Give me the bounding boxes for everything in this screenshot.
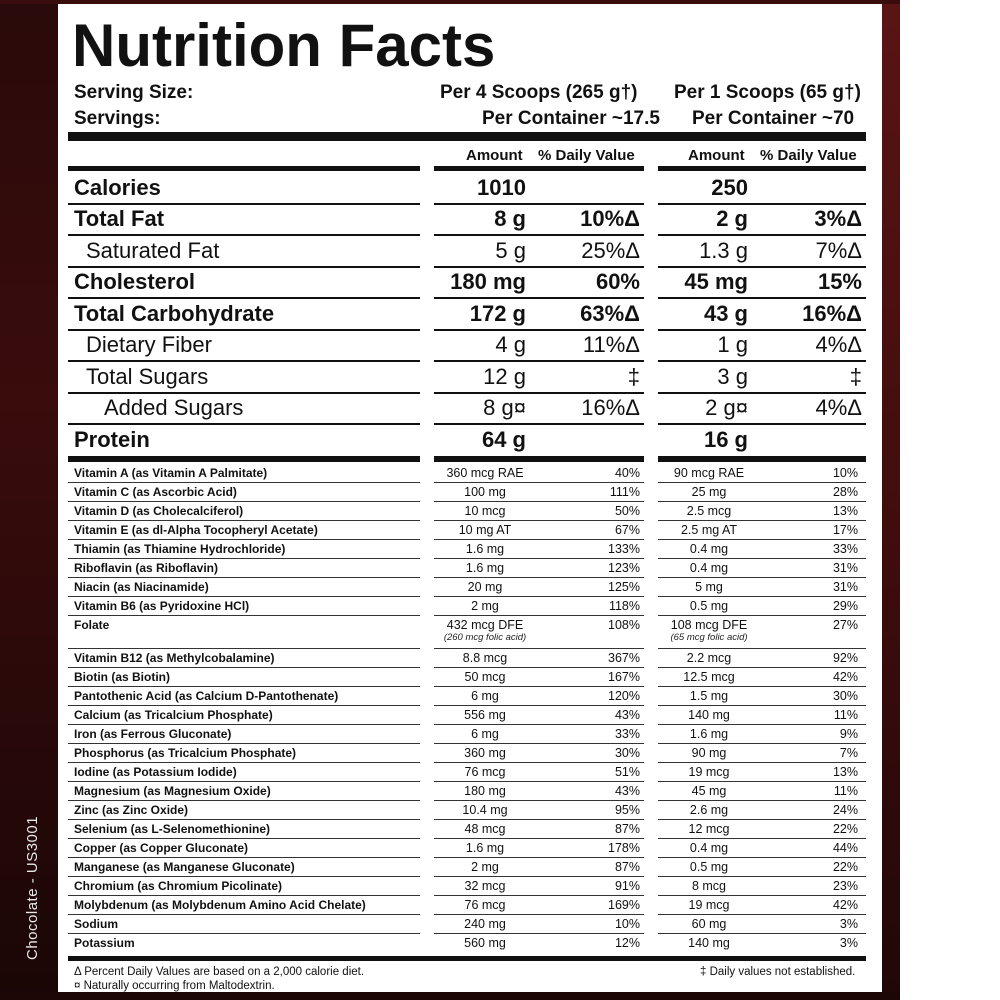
- micronutrient-row: [0, 649, 1000, 668]
- col1-daily-value: 123%: [608, 561, 640, 575]
- nutrient-row: [0, 173, 1000, 204]
- micronutrient-row: [0, 915, 1000, 934]
- micronutrient-row: [0, 502, 1000, 521]
- micronutrient-name: Zinc (as Zinc Oxide): [74, 803, 189, 817]
- col2-daily-value: 16%Δ: [802, 301, 862, 326]
- col1-amount: 64 g: [481, 427, 526, 452]
- col2-daily-value: 27%: [832, 618, 858, 632]
- col1-amount: 1010: [477, 175, 526, 200]
- micronutrient-name: Magnesium (as Magnesium Oxide): [74, 784, 271, 798]
- col2-daily-value: 9%: [839, 727, 858, 741]
- col2-amount: 90 mg: [691, 746, 727, 760]
- col1-daily-value: 63%Δ: [580, 301, 640, 326]
- col2-daily-value: 30%: [832, 689, 858, 703]
- col1-amount: 10 mcg: [464, 504, 506, 518]
- col1-amount: 100 mg: [464, 485, 506, 499]
- micronutrient-name: Copper (as Copper Gluconate): [74, 841, 249, 855]
- nutrient-row: [0, 236, 1000, 267]
- col1-amount: 1.6 mg: [465, 542, 505, 556]
- col2-amount: 5 mg: [695, 580, 723, 594]
- micronutrient-row: [0, 782, 1000, 801]
- col1-daily-value: 111%: [609, 485, 640, 499]
- col2-serving-size: Per 1 Scoops (65 g†): [674, 82, 861, 103]
- col1-daily-value: 43%: [614, 784, 640, 798]
- col1-daily-value: 133%: [608, 542, 640, 556]
- col2-amount: 140 mg: [688, 708, 730, 722]
- col1-amount: 12 g: [483, 364, 526, 389]
- col2-amount: 16 g: [703, 427, 748, 452]
- col2-daily-value: ‡: [849, 364, 862, 389]
- micronutrient-name: Riboflavin (as Riboflavin): [74, 561, 219, 575]
- micronutrient-name: Phosphorus (as Tricalcium Phosphate): [74, 746, 297, 760]
- col1-amount: 432 mcg DFE: [446, 618, 524, 632]
- col1-amount: 172 g: [469, 301, 526, 326]
- col1-amount: 560 mg: [464, 936, 506, 950]
- micronutrient-name: Pantothenic Acid (as Calcium D-Pantothenate): [74, 689, 339, 703]
- col2-amount: 60 mg: [691, 917, 727, 931]
- col1-daily-value: 108%: [608, 618, 640, 632]
- panel-title: Nutrition Facts: [72, 12, 496, 79]
- col2-dv-header: % Daily Value: [760, 147, 857, 164]
- col2-daily-value: 29%: [832, 599, 858, 613]
- serving-size-label: Serving Size:: [74, 82, 194, 103]
- col2-amount: 2.5 mg AT: [680, 523, 738, 537]
- col1-daily-value: 43%: [614, 708, 640, 722]
- micronutrient-name: Chromium (as Chromium Picolinate): [74, 879, 283, 893]
- flavor-code-label: Chocolate - US3001: [24, 815, 41, 960]
- col2-daily-value: 44%: [832, 841, 858, 855]
- col2-amount: 19 mcg: [688, 898, 730, 912]
- micronutrient-row: [0, 540, 1000, 559]
- col2-amount: 12 mcg: [688, 822, 730, 836]
- micronutrient-name: Vitamin A (as Vitamin A Palmitate): [74, 466, 268, 480]
- micronutrient-name: Potassium: [74, 936, 135, 950]
- nutrient-name: Total Fat: [74, 206, 165, 231]
- micronutrient-name: Thiamin (as Thiamine Hydrochloride): [74, 542, 286, 556]
- nutrient-row: [0, 299, 1000, 330]
- col1-daily-value: 118%: [608, 599, 640, 613]
- nutrient-name: Cholesterol: [74, 269, 196, 294]
- col1-daily-value: 60%: [595, 269, 640, 294]
- col1-amount: 240 mg: [464, 917, 506, 931]
- col1-daily-value: 51%: [614, 765, 640, 779]
- col1-amount: 20 mg: [467, 580, 503, 594]
- col1-daily-value: 67%: [614, 523, 640, 537]
- col2-amount: 1.3 g: [699, 238, 748, 263]
- col2-amount-header: Amount: [688, 147, 745, 164]
- col1-daily-value: 167%: [608, 670, 640, 684]
- col1-amount: 50 mcg: [464, 670, 506, 684]
- col1-daily-value: 10%: [614, 917, 640, 931]
- micronutrient-row: [0, 521, 1000, 540]
- micronutrient-row: [0, 725, 1000, 744]
- col1-daily-value: 16%Δ: [581, 395, 640, 420]
- micronutrient-row: [0, 744, 1000, 763]
- col2-amount: 2.5 mcg: [686, 504, 732, 518]
- col1-amount: 6 mg: [471, 727, 499, 741]
- micronutrient-row: [0, 483, 1000, 502]
- micronutrient-row: [0, 820, 1000, 839]
- nutrient-name: Total Sugars: [86, 364, 209, 389]
- nutrient-name: Dietary Fiber: [86, 332, 212, 357]
- col2-daily-value: 4%Δ: [815, 395, 862, 420]
- col1-amount: 8.8 mcg: [462, 651, 508, 665]
- col2-amount: 2.2 mcg: [686, 651, 732, 665]
- col2-amount: 0.4 mg: [689, 841, 729, 855]
- micronutrient-name: Sodium: [74, 917, 118, 931]
- micronutrient-name: Vitamin B6 (as Pyridoxine HCl): [74, 599, 250, 613]
- micronutrient-row: [0, 578, 1000, 597]
- nutrient-row: [0, 204, 1000, 235]
- col1-dv-header: % Daily Value: [538, 147, 635, 164]
- col2-daily-value: 28%: [832, 485, 858, 499]
- col2-amount: 2 g: [716, 206, 748, 231]
- col2-daily-value: 7%Δ: [815, 238, 862, 263]
- col1-daily-value: 30%: [614, 746, 640, 760]
- col2-amount: 0.5 mg: [689, 599, 729, 613]
- col1-daily-value: ‡: [627, 364, 640, 389]
- col1-daily-value: 11%Δ: [582, 332, 640, 357]
- micronutrient-name: Niacin (as Niacinamide): [74, 580, 209, 594]
- nutrient-row: [0, 267, 1000, 298]
- col1-amount: 360 mcg RAE: [446, 466, 524, 480]
- header-thick-divider: [68, 132, 866, 141]
- micronutrient-name: Vitamin B12 (as Methylcobalamine): [74, 651, 275, 665]
- micronutrient-name: Vitamin D (as Cholecalciferol): [74, 504, 244, 518]
- nutrient-name: Saturated Fat: [86, 238, 220, 263]
- micronutrient-name: Manganese (as Manganese Gluconate): [74, 860, 295, 874]
- micronutrient-row: [0, 687, 1000, 706]
- col1-daily-value: 40%: [614, 466, 640, 480]
- col1-daily-value: 25%Δ: [581, 238, 640, 263]
- micronutrient-row: [0, 597, 1000, 616]
- col1-servings-per-container: Per Container ~17.5: [482, 108, 660, 129]
- col1-amount: 32 mcg: [464, 879, 506, 893]
- col2-daily-value: 13%: [832, 504, 858, 518]
- col2-daily-value: 7%: [839, 746, 858, 760]
- col1-amount: 8 g¤: [483, 395, 526, 420]
- col1-amount: 76 mcg: [464, 765, 506, 779]
- col2-amount: 45 mg: [691, 784, 727, 798]
- micronutrient-name: Iron (as Ferrous Gluconate): [74, 727, 232, 741]
- col1-amount: 556 mg: [464, 708, 506, 722]
- col2-amount: 90 mcg RAE: [673, 466, 745, 480]
- micronutrient-name: Selenium (as L-Selenomethionine): [74, 822, 271, 836]
- col1-amount: 180 mg: [450, 269, 526, 294]
- col2-amount: 1.6 mg: [689, 727, 729, 741]
- col2-amount: 0.4 mg: [689, 542, 729, 556]
- col1-amount: 360 mg: [464, 746, 506, 760]
- col1-daily-value: 91%: [614, 879, 640, 893]
- col2-daily-value: 23%: [832, 879, 858, 893]
- col2-amount: 108 mcg DFE: [670, 618, 748, 632]
- micronutrient-name: Folate: [74, 618, 110, 632]
- micronutrient-name: Vitamin C (as Ascorbic Acid): [74, 485, 237, 499]
- col1-daily-value: 12%: [614, 936, 640, 950]
- col2-daily-value: 11%: [833, 708, 858, 722]
- col1-daily-value: 33%: [614, 727, 640, 741]
- micronutrient-row: [0, 839, 1000, 858]
- col2-amount: 8 mcg: [691, 879, 727, 893]
- footnote-natural-sugar: ¤ Naturally occurring from Maltodextrin.: [74, 980, 275, 992]
- micronutrient-row: [0, 706, 1000, 725]
- col2-amount: 0.5 mg: [689, 860, 729, 874]
- micronutrient-row: [0, 616, 1000, 649]
- col2-amount: 250: [711, 175, 748, 200]
- micro-divider-name: [68, 456, 420, 462]
- nutrient-row: [0, 393, 1000, 424]
- col2-daily-value: 31%: [832, 561, 858, 575]
- col2-folic-acid-note: (65 mcg folic acid): [670, 632, 748, 643]
- col1-daily-value: 95%: [614, 803, 640, 817]
- micronutrient-row: [0, 668, 1000, 687]
- package-bottom-edge: [0, 992, 900, 1000]
- nutrient-name: Total Carbohydrate: [74, 301, 275, 326]
- micronutrient-row: [0, 896, 1000, 915]
- col2-daily-value: 15%: [817, 269, 862, 294]
- col1-daily-value: 120%: [608, 689, 640, 703]
- nutrient-name: Protein: [74, 427, 150, 452]
- micronutrient-name: Molybdenum (as Molybdenum Amino Acid Chelate): [74, 898, 366, 912]
- col1-daily-value: 367%: [608, 651, 640, 665]
- col1-amount: 48 mcg: [464, 822, 506, 836]
- col2-daily-value: 24%: [832, 803, 858, 817]
- footnote-not-established: ‡ Daily values not established.: [700, 966, 856, 978]
- col2-daily-value: 3%: [839, 917, 858, 931]
- col2-daily-value: 33%: [832, 542, 858, 556]
- col-header-underline-name: [68, 166, 420, 171]
- col2-amount: 2.6 mg: [689, 803, 729, 817]
- col2-amount: 2 g¤: [705, 395, 748, 420]
- col1-daily-value: 169%: [608, 898, 640, 912]
- col1-amount: 2 mg: [471, 599, 499, 613]
- col2-amount: 25 mg: [691, 485, 727, 499]
- col1-daily-value: 178%: [608, 841, 640, 855]
- col1-amount: 1.6 mg: [465, 841, 505, 855]
- col2-daily-value: 42%: [832, 670, 858, 684]
- col2-daily-value: 17%: [832, 523, 858, 537]
- micronutrient-name: Calcium (as Tricalcium Phosphate): [74, 708, 273, 722]
- micronutrient-name: Vitamin E (as dl-Alpha Tocopheryl Acetate): [74, 523, 318, 537]
- col2-daily-value: 3%Δ: [814, 206, 862, 231]
- col-header-underline-col1: [434, 166, 644, 171]
- col2-daily-value: 22%: [832, 860, 858, 874]
- col1-amount: 2 mg: [471, 860, 499, 874]
- col1-amount-header: Amount: [466, 147, 523, 164]
- col1-daily-value: 10%Δ: [580, 206, 640, 231]
- micro-divider-col2: [658, 456, 866, 462]
- footer-thick-divider: [68, 956, 866, 961]
- col2-daily-value: 3%: [839, 936, 858, 950]
- nutrient-name: Added Sugars: [104, 395, 244, 420]
- col1-amount: 5 g: [495, 238, 526, 263]
- col1-folic-acid-note: (260 mcg folic acid): [443, 632, 527, 643]
- micronutrient-row: [0, 763, 1000, 782]
- col2-amount: 3 g: [717, 364, 748, 389]
- micronutrient-name: Biotin (as Biotin): [74, 670, 170, 684]
- nutrient-row: [0, 362, 1000, 393]
- col2-amount: 12.5 mcg: [683, 670, 735, 684]
- micro-divider-col1: [434, 456, 644, 462]
- col2-daily-value: 4%Δ: [815, 332, 862, 357]
- servings-label: Servings:: [74, 108, 161, 129]
- col1-amount: 4 g: [495, 332, 526, 357]
- col1-amount: 8 g: [494, 206, 526, 231]
- col2-daily-value: 92%: [832, 651, 858, 665]
- col2-amount: 19 mcg: [688, 765, 730, 779]
- col1-amount: 180 mg: [464, 784, 506, 798]
- col2-amount: 0.4 mg: [689, 561, 729, 575]
- col1-serving-size: Per 4 Scoops (265 g†): [440, 82, 638, 103]
- col1-amount: 76 mcg: [464, 898, 506, 912]
- col1-daily-value: 125%: [608, 580, 640, 594]
- col2-daily-value: 13%: [832, 765, 858, 779]
- col1-daily-value: 87%: [614, 860, 640, 874]
- micronutrient-row: [0, 877, 1000, 896]
- col2-amount: 140 mg: [688, 936, 730, 950]
- micronutrient-row: [0, 934, 1000, 953]
- nutrient-name: Calories: [74, 175, 161, 200]
- micronutrient-row: [0, 858, 1000, 877]
- col-header-underline-col2: [658, 166, 866, 171]
- micronutrient-row: [0, 559, 1000, 578]
- footnote-percent-dv: Δ Percent Daily Values are based on a 2,000 calorie diet.: [74, 966, 365, 978]
- col2-servings-per-container: Per Container ~70: [692, 108, 855, 129]
- col1-amount: 10.4 mg: [462, 803, 508, 817]
- col2-daily-value: 31%: [832, 580, 858, 594]
- col1-daily-value: 87%: [614, 822, 640, 836]
- col2-amount: 1 g: [717, 332, 748, 357]
- col2-daily-value: 22%: [832, 822, 858, 836]
- col2-amount: 45 mg: [684, 269, 748, 294]
- col1-amount: 6 mg: [471, 689, 499, 703]
- col1-daily-value: 50%: [614, 504, 640, 518]
- col2-amount: 1.5 mg: [689, 689, 729, 703]
- col1-amount: 1.6 mg: [465, 561, 505, 575]
- micronutrient-row: [0, 801, 1000, 820]
- micronutrient-name: Iodine (as Potassium Iodide): [74, 765, 237, 779]
- col2-daily-value: 42%: [832, 898, 858, 912]
- col2-amount: 43 g: [703, 301, 748, 326]
- col1-amount: 10 mg AT: [458, 523, 512, 537]
- nutrient-row: [0, 330, 1000, 361]
- micronutrient-row: [0, 464, 1000, 483]
- nutrient-row: [0, 425, 1000, 456]
- col2-daily-value: 10%: [832, 466, 858, 480]
- col2-daily-value: 11%: [833, 784, 858, 798]
